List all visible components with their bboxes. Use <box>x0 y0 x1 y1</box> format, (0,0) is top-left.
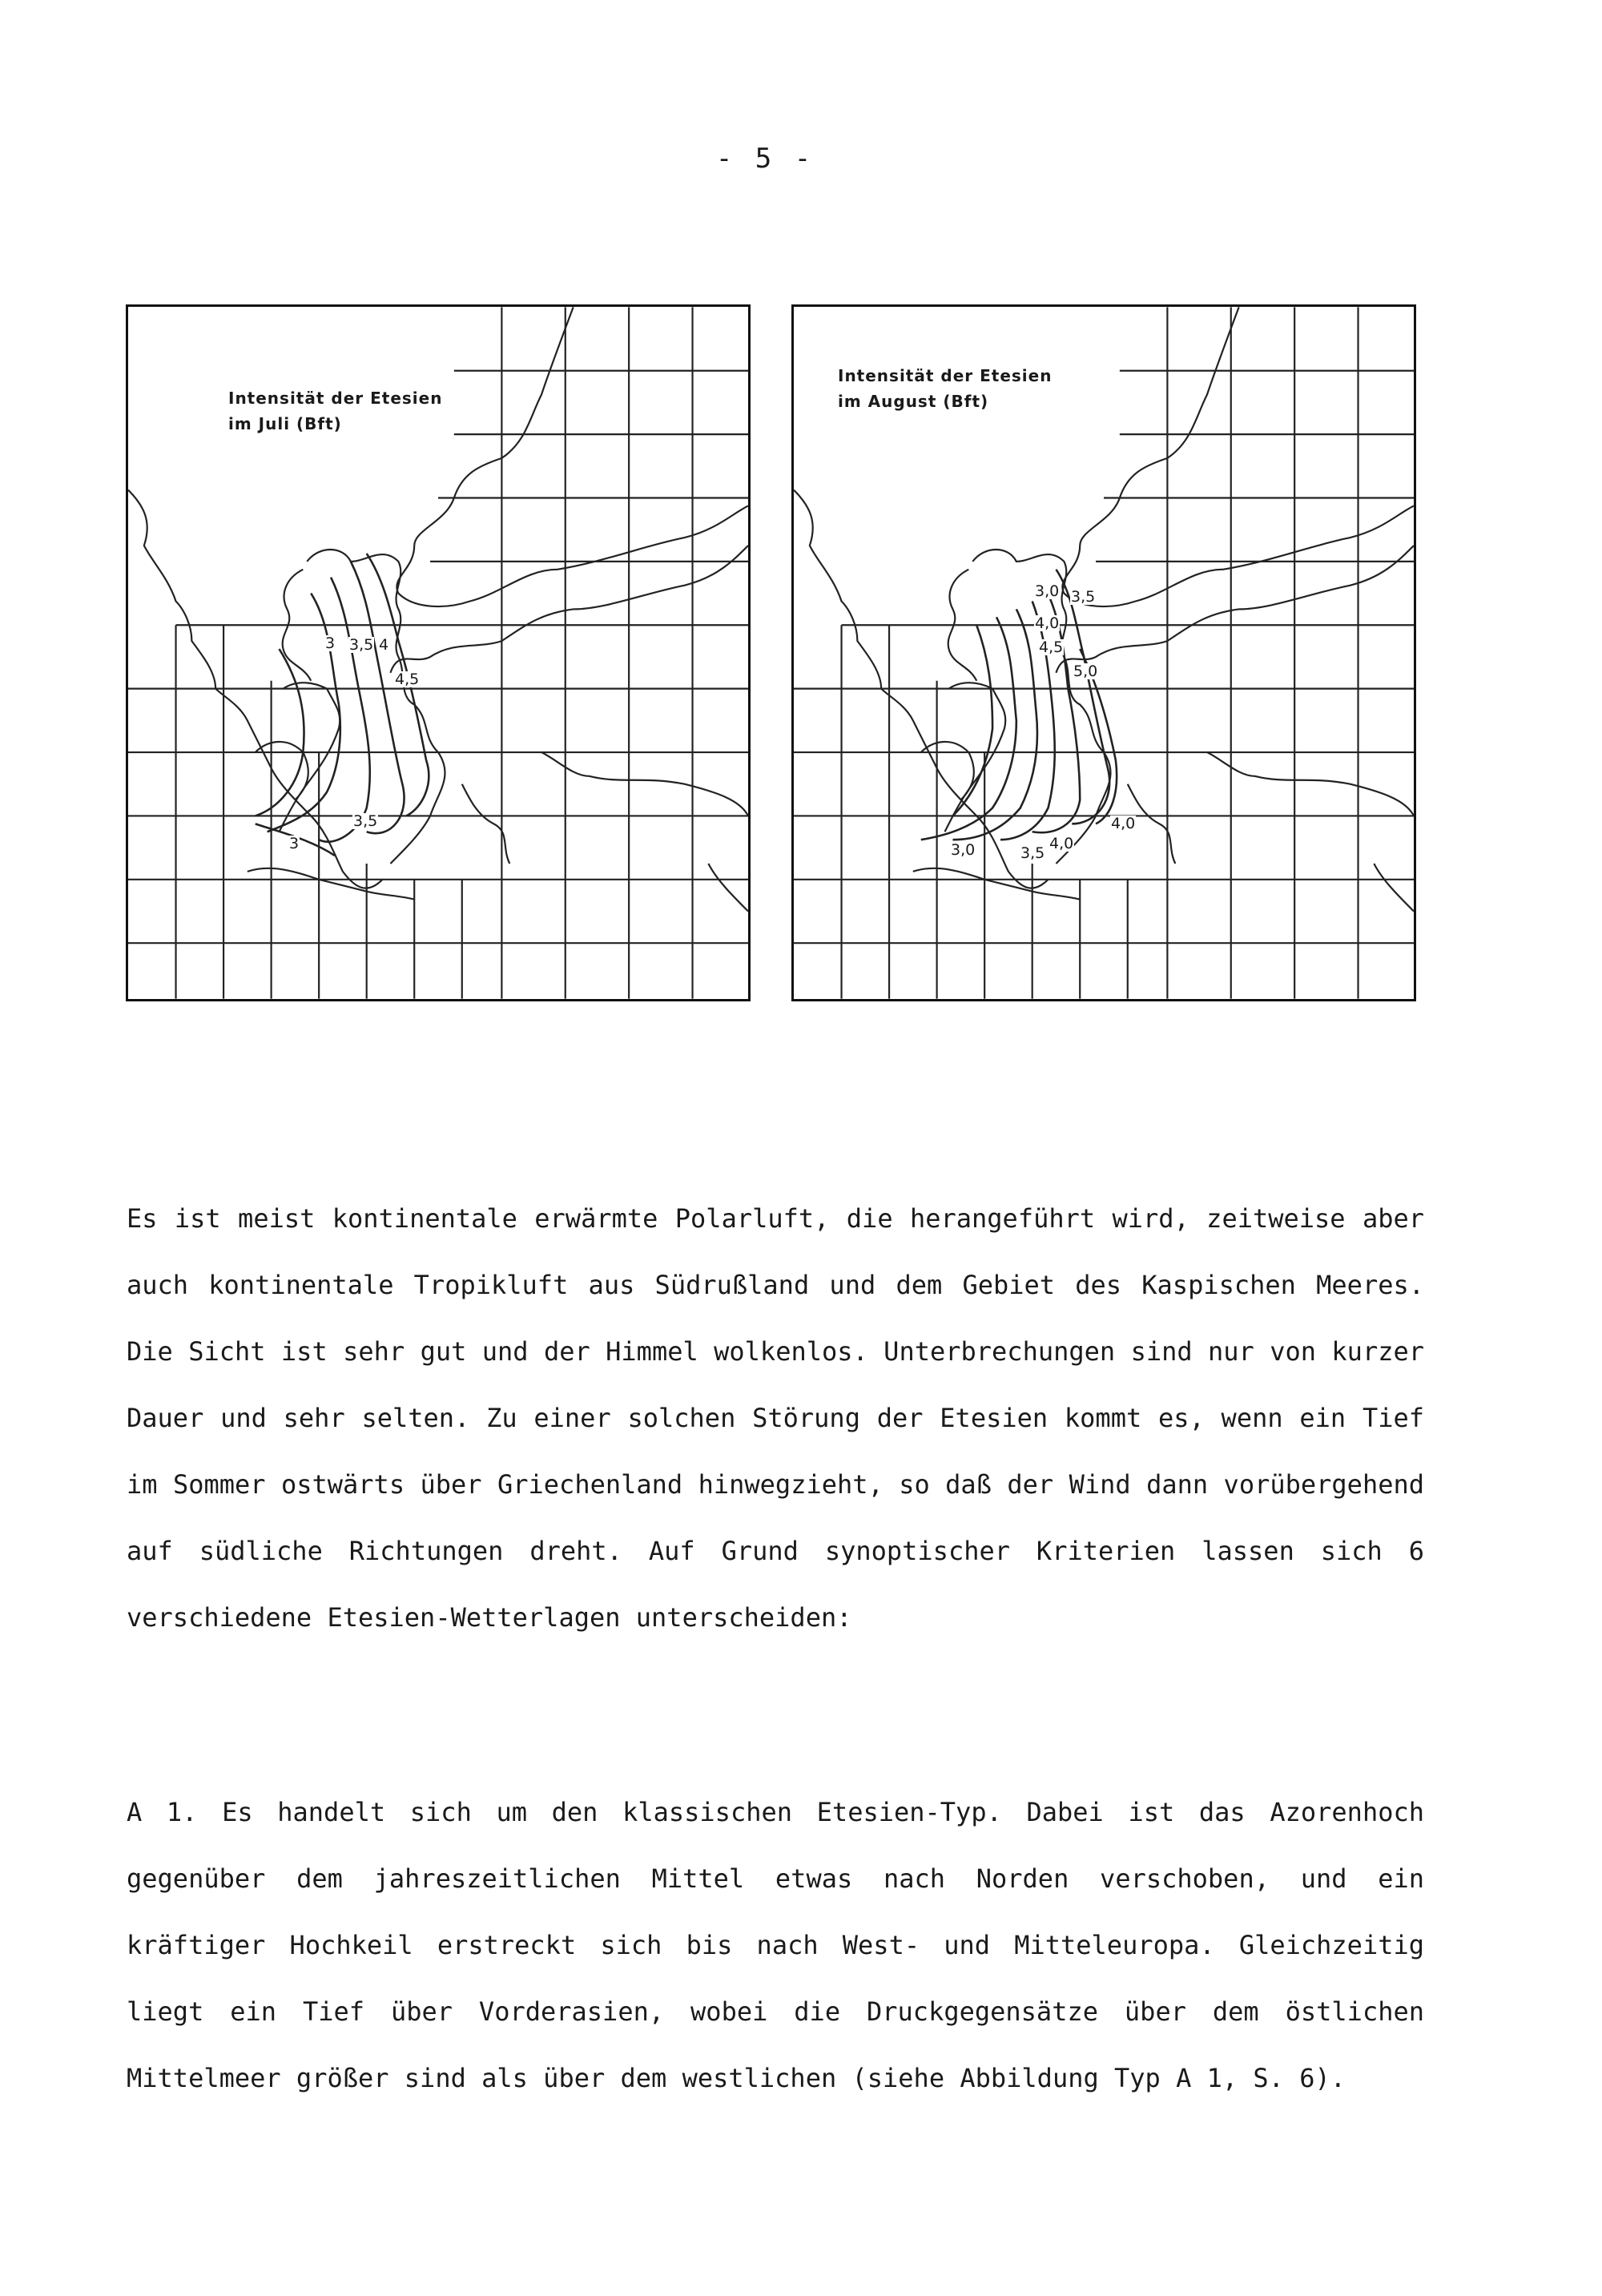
isoline-label: 3,5 <box>353 812 378 830</box>
body-paragraph-1 <box>127 1186 1424 1651</box>
isoline-label: 3,0 <box>951 841 976 859</box>
map-august-title <box>838 363 1052 414</box>
isoline-label: 4,0 <box>1111 815 1136 832</box>
isoline-label: 3 <box>325 634 336 652</box>
isoline-label: 4,0 <box>1049 835 1074 852</box>
isoline-label: 3 <box>289 835 300 852</box>
map-july <box>126 304 751 1001</box>
isoline-label: 4,5 <box>395 671 420 688</box>
map-july-title-line1: Intensität der Etesien <box>228 389 443 408</box>
isoline-label: 4,5 <box>1039 638 1064 656</box>
isoline-label: 4,0 <box>1035 614 1060 632</box>
map-august-title-line2: im August (Bft) <box>838 392 989 411</box>
isoline-label: 5,0 <box>1073 663 1098 680</box>
isoline-label: 3,5 <box>1020 844 1045 862</box>
map-july-title <box>228 385 442 437</box>
isoline-label: 3,0 <box>1035 582 1060 600</box>
map-july-title-line2: im Juli (Bft) <box>228 414 342 433</box>
page-number: - 5 - <box>715 143 815 175</box>
isoline-label: 4 <box>379 636 389 654</box>
paragraph-text: A 1. Es handelt sich um den klassischen Etesien-Typ. Dabei ist das Azorenhoch gegenüber dem jahreszeitlichen Mittel etwas nach Norden verschoben, und ein kräftiger Hochkeil erstreckt sich bis nach West- und Mitteleuropa. Gleichzeitig liegt ein Tief über Vorderasien, wobei die Druckgegensätze über dem östlichen Mittelmeer größer sind als über dem westlichen (siehe Abbildung Typ A 1, S. 6). <box>127 1797 1424 2093</box>
map-august-title-line1: Intensität der Etesien <box>838 366 1053 385</box>
isoline-label: 3,5 <box>349 636 374 654</box>
body-paragraph-2 <box>127 1779 1424 2112</box>
paragraph-text: Es ist meist kontinentale erwärmte Polarluft, die herangeführt wird, zeitweise aber auch kontinentale Tropikluft aus Südrußland und dem Gebiet des Kaspischen Meeres. Die Sicht ist sehr gut und der Himmel wolkenlos. Unterbrechungen sind nur von kurzer Dauer und sehr selten. Zu einer solchen Störung der Etesien kommt es, wenn ein Tief im Sommer ostwärts über Griechenland hinwegzieht, so daß der Wind dann vorübergehend auf südliche Richtungen dreht. Auf Grund synoptischer Kriterien lassen sich 6 verschiedene Etesien-Wetterlagen unterscheiden: <box>127 1203 1424 1633</box>
isoline-label: 3,5 <box>1071 588 1096 606</box>
map-august <box>791 304 1416 1001</box>
